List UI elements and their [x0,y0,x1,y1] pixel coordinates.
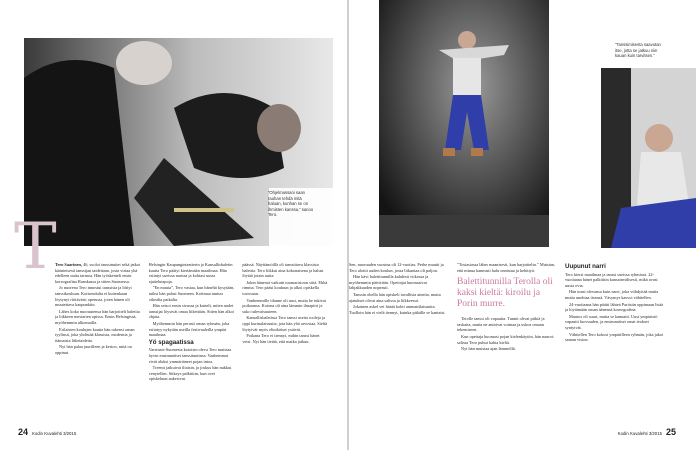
paragraph: Varsinais-Suomesta kotoisin oleva Tero muistaa hyvin ensimmäiset tanssituntinsa. Vanhemmat eivät aluksi ymmärtäneet pojan intoa. [148,347,232,364]
paragraph: Nyt hän palaa juurilleen ja kertoo, mitä on oppinut. [55,344,132,355]
magazine-name: Kodin Kuvalehti 3/2015 [617,431,662,436]
paragraph: Treenit jatkuivat iltaisin, ja joskus hän nukkui venytellen. Sitkeys palkittiin, kun ovet opiskeluun aukesivat. [148,365,232,382]
article-columns [55,262,328,422]
page-folio [18,427,76,437]
paragraph: Helsingin Kaupunginteatterin ja Kansallisbaletin kautta Tero päätyi kiertämään maailmaa. Hän esiintyi useissa maissa ja kohtasi uusia ajattelutapoja. [148,262,233,284]
subheading: Uupunut narri [565,263,606,270]
page-number: 25 [665,427,676,437]
pull-quote: Balettitunnilla Terolla oli kaksi kieltä: kiroilu ja Porin murre. [457,277,553,310]
paragraph: Jokin hänessä vaikutti tuomaristoon siitä. Ehkä rimma. Tero pääsi kouluun ja alkoi opiskella tosissaan. [242,279,328,296]
paragraph: Jo nuorena Tero innostui tanssista ja liittyi tanssikouluun. Kotiseudulta ei kuitenkaan löytynyt riittävästi opetusta, joten hänen oli muutettava kaupunkiin. [55,285,132,308]
paragraph: Erilaisten koulujen kautta hän rakensi oman tyylinsä, joka yhdistää klassista, modernia ja itämaista liiketaidetta. [55,326,135,343]
magazine-name: Kodin Kuvalehti 3/2015 [32,431,77,436]
paragraph: päässä. Näyttämöillä oli tanssittava klassista balettia. Tero liikkui aina kokonaisena ja halusi löytää jotain uutta. [242,262,324,279]
paragraph: Sen, nuoruuden vuosina oli 12-vuotias. Perhe muutti ja Tero aloitti uuden koulun, jossa liikuntaa oli paljon. [349,262,444,273]
photo-dancer-leap [379,0,549,247]
paragraph [55,262,141,284]
paragraph: ”En muuta”, Tero vastaa, kun häneltä kysytään, miksi hän palasi Suomeen. Kotimaa tuntuu oikealta paikalta. [148,285,235,302]
article-columns [349,262,670,422]
paragraph: 24-vuotiaana hän päätti lähteä Pariisiin oppimaan lisää ja löytämään oman äänensä koreografina. [565,301,664,313]
photo-caption: ”Ohjelmassani saan rauhan tehdä mitä haluan, kunhan se on ihmisten kanssa,” sanoo Tero. [268,190,314,218]
subheading: Yö spagaatissa [148,338,194,346]
paragraph: Hän tunsi olevansa kuin narri, joka viihdyttää muita mutta unohtaa itsensä. Väsymys kasvoi vähitellen. [565,289,659,300]
left-page [0,0,347,450]
paragraph: Tanssin ohella hän opiskeli tavallisia aineita, mutta ajatukset olivat aina salissa ja liikkeessä. [349,291,441,303]
page-number: 24 [18,427,29,437]
photo-dancer-portrait [601,68,696,248]
article-column-1 [349,262,449,422]
paragraph: Terolle tanssi oli vapautta. Tunnit olivat pitkiä ja raskaita, mutta ne antoivat voimaa ja uskoa omaan tekemiseen. [457,316,545,333]
right-page [349,0,696,450]
article-column-3 [242,262,328,422]
drop-cap-decoration: T [14,210,57,284]
paragraph: Kansallisbaletissa Tero tanssi useita rooleja ja oppi kurinalaisuutta, jota hän yhä arvostaa. Sieltä löytyivät myös elinikäiset ystävät. [242,315,328,332]
paragraph: Jokainen askel vei häntä kohti ammattilaisuutta. Tuolloin hän ei vielä tiennyt, kuinka pitkälle se kantaisi. [349,304,446,315]
lead-in: Tero Saarinen, [55,262,82,267]
article-column-2 [457,262,557,422]
paragraph: Muutos oli suuri, mutta se kannatti. Uusi ympäristö vapautti luovuuden, ja ensimmäiset omat teokset syntyivät. [565,313,658,330]
paragraph: Poikana Tero ei tiennyt, mihin tanssi hänet veisi. Nyt hän tietää, että matka jatkuu. [242,333,320,344]
paragraph: ”Tosiasiassa lähes maanisesti, kun harjoittelin.” Muistan, että minua kannusti halu onnistua ja kehittyä. [457,262,556,273]
page-folio [618,427,676,437]
photo-illustration [379,0,549,247]
photo-illustration [601,68,696,248]
article-column-1 [55,262,141,422]
photo-caption: ”Tanssimisesta saavutan itse, jotta se jatkuu niin kauan kuin tarvitsen.” [615,42,661,59]
paragraph: Vanhemmille tilanne oli uusi, mutta he tukivat poikaansa. Kotona oli aina lämmin ilmapiiri ja usko tulevaisuuteen. [242,297,326,314]
paragraph: Hän kävi balettitunnilla kahdesti viikossa ja myöhemmin päivittäin. Opettajat huomasivat lahjakkuuden nopeasti. [349,274,429,291]
paragraph: Hän seisoi ensin sivussa ja katseli, miten uudet tanssijat löysivät omaa liikettään. Sitten hän alkoi ohjata. [148,303,234,320]
article-column-3 [565,262,665,422]
paragraph: Tero kiersi maailmaa ja tanssi useissa ryhmissä. 22-vuotiaana hänet palkittiin kansainvälisesti, mikä avasi uusia ovia. [565,271,658,288]
article-column-2 [149,262,235,422]
paragraph: Myöhemmin hän perusti oman ryhmän, joka esiintyy nykyään useilla festivaaleilla ympäri maailmaa. [148,320,230,338]
paragraph-text: 46, sooloi tanssinuttet sekä jatkoi käänteisesti tanssijan taidettaan, josta virtaa yhä edelleen uutta tarmoa. Hän työskenteli ensin koreografina Ranskassa ja sitten Suomessa. [55,262,141,284]
paragraph: Vähitellen Tero kokosi ympärilleen ryhmän, joka jakoi saman vision. [565,331,664,343]
paragraph: Lähes koko nuoruutensa hän harjoitteli balettia ja liikkeen mestarien opissa. Ensin Helsingissä, myöhemmin ulkomailla. [55,308,140,325]
paragraph: Kun opettaja huomasi pojan kielenkäytön, hän nauroi: salissa Tero puhui kahta kieltä. [457,333,555,345]
paragraph: Nyt hän muistaa ajan lämmöllä. [461,346,516,352]
